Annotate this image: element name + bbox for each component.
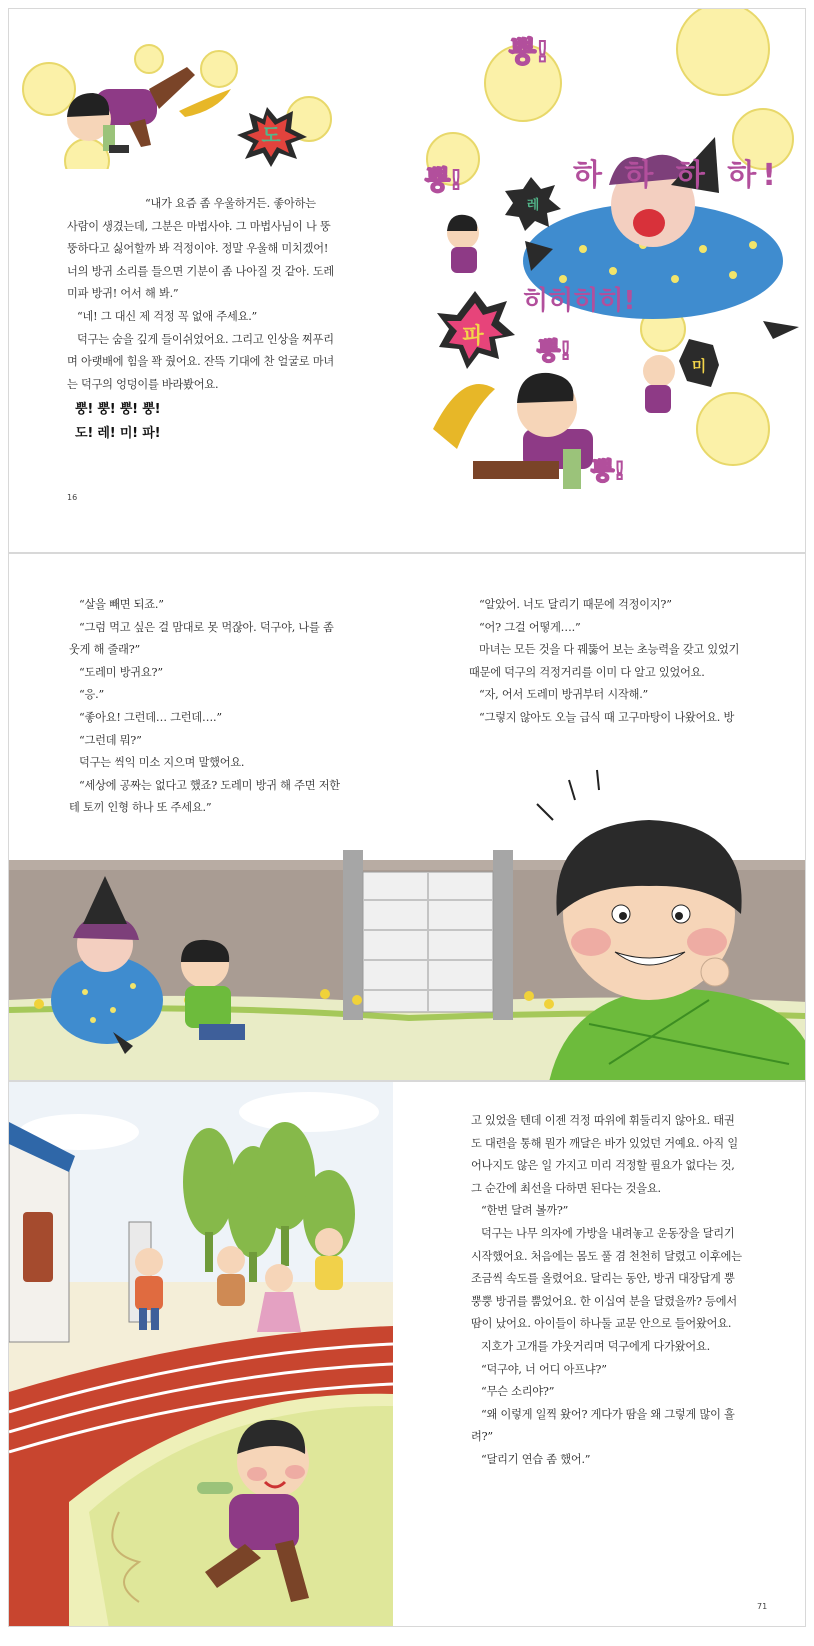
paragraph-line: “왜 이렇게 일찍 왔어? 게다가 땀을 왜 그렇게 많이 흘 [481, 1407, 735, 1421]
paragraph-line: 테 토끼 인형 하나 또 주세요.” [69, 801, 212, 815]
paragraph-line: “알았어. 너도 달리기 때문에 걱정이지?” [479, 598, 672, 611]
running-track-illustration [9, 1082, 393, 1627]
paragraph-line: 그 순간에 최선을 다하면 된다는 것을요. [471, 1181, 661, 1195]
paragraph-line: 덕구는 나무 의자에 가방을 내려놓고 운동장을 달리기 [481, 1226, 735, 1240]
hihi-lettering: 히히히히! [523, 286, 636, 316]
bbung-lettering: 뿡! [509, 35, 549, 68]
paragraph-line: “덕구야, 너 어디 아프냐?” [481, 1362, 607, 1376]
book-spread-middle [8, 553, 806, 1081]
paragraph-line: 땀이 났어요. 아이들이 하나둘 교문 안으로 들어왔어요. [471, 1317, 732, 1331]
paragraph-line: “그럼 먹고 싶은 걸 맘대로 못 먹잖아. 덕구야, 나를 좀 [79, 620, 334, 634]
paragraph-line: 도 대련을 통해 뭔가 깨달은 바가 있었던 거예요. 아직 일 [471, 1136, 738, 1150]
paragraph-line: “무슨 소리야?” [481, 1385, 555, 1399]
paragraph-line: “좋아요! 그런데… 그런데….” [79, 710, 222, 724]
school-gate-illustration [9, 764, 806, 1081]
paragraph-line: 조금씩 속도를 올렸어요. 달리는 동안, 방귀 대장답게 뿡 [471, 1272, 735, 1286]
paragraph-line: “살을 빼면 되죠.” [79, 598, 164, 611]
bbung-lettering: 뿡! [537, 337, 572, 365]
haha-lettering: 하 하 하 하! [573, 158, 782, 193]
paragraph-line: “도레미 방귀요?” [79, 665, 163, 679]
paragraph-line: “응.” [79, 688, 105, 702]
paragraph-line: 뚱하다고 싫어할까 봐 걱정이야. 정말 우울해 미치겠어! [67, 242, 329, 256]
bbung-lettering: 뿡! [425, 166, 462, 196]
story-text-page-16 [67, 193, 367, 446]
paragraph-line: 며 아랫배에 힘을 꽉 줬어요. 잔뜩 기대에 찬 얼굴로 마녀 [67, 355, 334, 369]
paragraph-line: “그런데 뭐?” [79, 733, 142, 747]
paragraph-line: 시작했어요. 처음에는 몸도 풀 겸 천천히 달렸고 이후에는 [471, 1249, 742, 1263]
paragraph-line: “그렇지 않아도 오늘 급식 때 고구마탕이 나왔어요. 방 [479, 710, 735, 724]
paragraph-line: 지호가 고개를 갸웃거리며 덕구에게 다가왔어요. [481, 1339, 710, 1353]
paragraph-line: “네! 그 대신 제 걱정 꼭 없애 주세요.” [77, 309, 258, 323]
paragraph-line: 는 덕구의 엉덩이를 바라봤어요. [67, 377, 219, 391]
paragraph-line: 미파 방귀! 어서 해 봐.” [67, 287, 179, 301]
paragraph-line: “한번 달려 볼까?” [481, 1204, 569, 1218]
paragraph-line: 덕구는 씩익 미소 지으며 말했어요. [79, 756, 245, 770]
book-spread-top [8, 8, 806, 553]
paragraph-line: “자, 어서 도레미 방귀부터 시작해.” [479, 688, 649, 702]
page-number: 71 [757, 1602, 768, 1611]
sfx-re-label: 레 [526, 198, 540, 213]
paragraph-line: 사람이 생겼는데, 그분은 마법사야. 그 마법사님이 나 뚱 [67, 219, 331, 233]
witch-laughing-illustration [413, 9, 806, 529]
paragraph-line: 마녀는 모든 것을 다 꿰뚫어 보는 초능력을 갖고 있었기 [479, 643, 740, 657]
story-text-page-71 [471, 1110, 801, 1472]
paragraph-line: 어나지도 않은 일 가지고 미리 걱정할 필요가 없다는 것, [471, 1159, 735, 1173]
sound-effect-line: 도! 레! 미! 파! [75, 426, 161, 442]
paragraph-line: 때문에 덕구의 걱정거리를 이미 다 알고 있었어요. [469, 665, 705, 679]
paragraph-line: “어? 그걸 어떻게….” [479, 620, 581, 634]
story-text-right [469, 594, 799, 730]
sound-effect-line: 뿡! 뿡! 뿡! 뿡! [75, 402, 161, 418]
paragraph-line: “달리기 연습 좀 했어.” [481, 1452, 591, 1466]
paragraph-line: 너의 방귀 소리를 들으면 기분이 좀 나아질 것 같아. 도레 [67, 264, 334, 278]
sfx-pa-label: 파 [462, 324, 484, 349]
sfx-do-label: 도 [261, 123, 281, 147]
paragraph-line: “세상에 공짜는 없다고 했죠? 도레미 방귀 해 주면 저한 [79, 778, 340, 792]
sfx-mi-label: 미 [691, 357, 707, 375]
page-number: 16 [67, 493, 78, 502]
paragraph-line: 웃게 해 줄래?” [69, 643, 141, 657]
paragraph-line: “내가 요즘 좀 우울하거든. 좋아하는 [145, 197, 316, 210]
paragraph-line: 려?” [471, 1430, 493, 1444]
boy-bending-illustration [9, 19, 349, 169]
bbung-lettering: 뿡! [591, 457, 626, 485]
paragraph-line: 고 있었을 텐데 이젠 걱정 따위에 휘둘리지 않아요. 태권 [471, 1114, 735, 1127]
paragraph-line: 뿡뿡 방귀를 뿜었어요. 한 이십여 분을 달렸을까? 등에서 [471, 1294, 738, 1308]
paragraph-line: 덕구는 숨을 깊게 들이쉬었어요. 그리고 인상을 찌푸리 [77, 332, 334, 346]
book-spread-bottom [8, 1081, 806, 1627]
